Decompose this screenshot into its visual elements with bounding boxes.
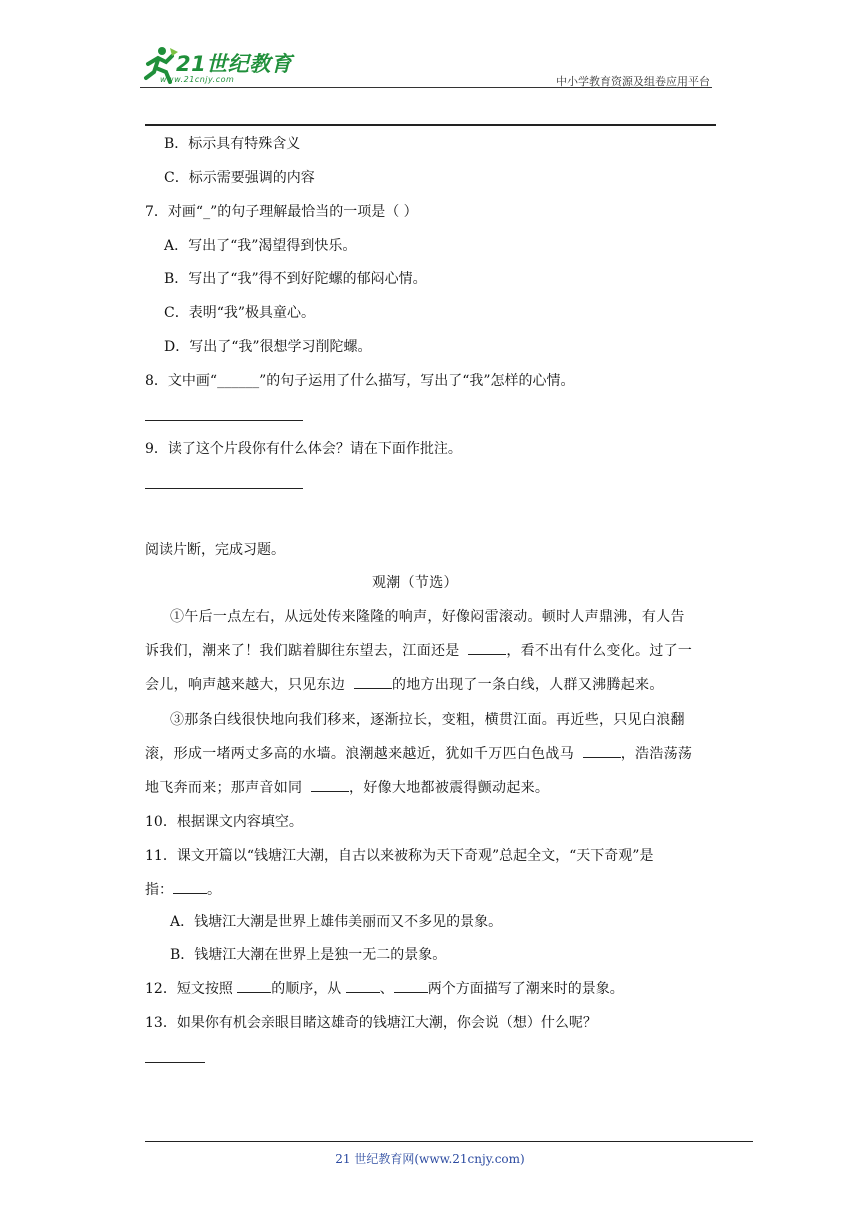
- answer-line-13: [145, 1062, 205, 1063]
- question-11-option-a: A．钱塘江大潮是世界上雄伟美丽而又不多见的景象。: [170, 914, 503, 930]
- question-text: 12．短文按照: [145, 981, 238, 997]
- question-7-option-d: D．写出了“我”很想学习削陀螺。: [164, 339, 372, 355]
- platform-title: 中小学教育资源及组卷应用平台: [556, 75, 710, 88]
- passage-text: 滚，形成一堵两丈多高的水墙。浪潮越来越近，犹如千万匹白色战马: [145, 746, 583, 762]
- question-text: 。: [207, 882, 221, 898]
- passage-line: [145, 745, 692, 763]
- question-11-option-b: B．钱塘江大潮在世界上是独一无二的景象。: [170, 947, 447, 963]
- question-12: [145, 980, 624, 998]
- passage-text: 会儿，响声越来越大，只见东边: [145, 677, 354, 693]
- fill-blank: [394, 980, 428, 993]
- question-11-cont: [145, 881, 221, 899]
- content-top-divider: [145, 124, 716, 126]
- header-divider: [140, 87, 712, 88]
- reading-intro: 阅读片断，完成习题。: [145, 542, 285, 558]
- passage-line: ③那条白线很快地向我们移来，逐渐拉长，变粗，横贯江面。再近些，只见白浪翻: [170, 712, 685, 728]
- question-11: 11．课文开篇以“钱塘江大潮，自古以来被称为天下奇观”总起全文，“天下奇观”是: [145, 848, 654, 864]
- answer-line-8: [145, 420, 303, 421]
- footer-divider: [145, 1141, 753, 1142]
- fill-blank: [173, 881, 207, 894]
- passage-line: ①午后一点左右，从远处传来隆隆的响声，好像闷雷滚动。顿时人声鼎沸，有人告: [170, 609, 685, 625]
- question-13: 13．如果你有机会亲眼目睹这雄奇的钱塘江大潮，你会说（想）什么呢？: [145, 1015, 597, 1031]
- passage-text: ，好像大地都被震得颤动起来。: [349, 780, 550, 796]
- question-7: 7．对画“_”的句子理解最恰当的一项是（ ）: [145, 204, 418, 220]
- passage-title: 观潮（节选）: [372, 575, 458, 591]
- question-7-option-a: A．写出了“我”渴望得到快乐。: [164, 238, 357, 254]
- passage-line: [145, 642, 692, 660]
- fill-blank: [346, 980, 380, 993]
- fill-blank: [354, 676, 392, 689]
- passage-text: ，看不出有什么变化。过了一: [506, 643, 693, 659]
- question-text: 两个方面描写了潮来时的景象。: [427, 981, 624, 997]
- passage-text: 诉我们，潮来了！我们踮着脚往东望去，江面还是: [145, 643, 469, 659]
- passage-text: ，浩浩荡荡: [620, 746, 693, 762]
- site-logo: [140, 44, 310, 90]
- logo-url: www.21cnjy.com: [160, 75, 235, 84]
- logo-text: 21世纪教育: [176, 52, 293, 76]
- question-7-option-b: B．写出了“我”得不到好陀螺的郁闷心情。: [164, 271, 427, 287]
- passage-text: 地飞奔而来；那声音如同: [145, 780, 312, 796]
- passage-text: 的地方出现了一条白线，人群又沸腾起来。: [391, 677, 664, 693]
- question-text: 、: [379, 981, 394, 997]
- answer-line-9: [145, 488, 303, 489]
- passage-line: [145, 779, 549, 797]
- option-b: B．标示具有特殊含义: [164, 136, 301, 152]
- question-text: 的顺序，从: [271, 981, 346, 997]
- question-9: 9．读了这个片段你有什么体会？请在下面作批注。: [145, 441, 462, 457]
- question-8: 8．文中画“______”的句子运用了什么描写，写出了“我”怎样的心情。: [145, 373, 575, 389]
- fill-blank: [311, 779, 349, 792]
- question-10: 10．根据课文内容填空。: [145, 814, 303, 830]
- fill-blank: [583, 745, 621, 758]
- question-text: 指：: [145, 882, 173, 898]
- question-7-option-c: C．表明“我”极具童心。: [164, 305, 316, 321]
- footer-link[interactable]: 21 世纪教育网(www.21cnjy.com): [335, 1152, 525, 1166]
- fill-blank: [237, 980, 271, 993]
- option-c: C．标示需要强调的内容: [164, 170, 315, 186]
- passage-line: [145, 676, 664, 694]
- fill-blank: [468, 642, 506, 655]
